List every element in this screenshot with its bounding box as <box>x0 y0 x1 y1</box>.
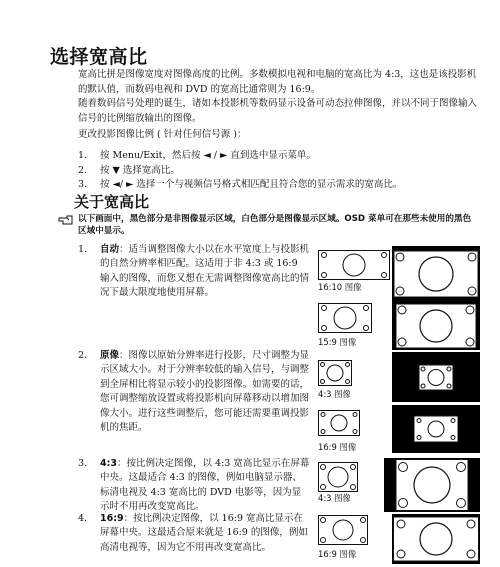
item-label: 原像 <box>100 350 120 361</box>
display-result-icon <box>392 405 480 453</box>
item-label: 4:3 <box>100 458 118 469</box>
display-result-icon <box>392 514 480 564</box>
note-text: 以下画面中，黑色部分是非图像显示区域，白色部分是图像显示区域。OSD 菜单可在那些未使用的黑色区域中显示。 <box>78 214 472 236</box>
figure-caption: 4:3 图像 <box>318 493 351 503</box>
figure-caption: 16:9 图像 <box>318 442 357 452</box>
display-result-icon <box>392 352 480 402</box>
list-item <box>78 512 308 564</box>
source-image-icon <box>318 250 390 280</box>
intro-paragraph-3: 更改投影图像比例 ( 针对任何信号源 )： <box>78 129 247 140</box>
intro-paragraph-1: 宽高比拼是图像宽度对图像高度的比例。多数模拟电视和电脑的宽高比为 4:3，这也是该投影机的默认值，而数码电视和 DVD 的宽高比通常则为 16:9。 <box>78 69 477 95</box>
note-hand-icon <box>58 214 74 226</box>
source-image-icon <box>318 410 360 436</box>
figure-caption: 4:3 图像 <box>318 389 351 399</box>
item-text: ：图像以原始分辨率进行投影，尺寸调整为显示区域大小。对于分辨率较低的输入信号，与调整到全屏相比将显示较小的投影图像。如需要的话，您可调整缩放设置或将投影机向屏幕移动以增加图像大小。进行这些调整后，您可能还需要重调投影机的焦距。 <box>100 350 310 434</box>
section-heading: 关于宽高比 <box>74 193 150 211</box>
list-item <box>78 349 308 439</box>
figure-caption: 16:9 图像 <box>318 549 357 559</box>
list-item <box>78 243 308 303</box>
step-text: 按 ▼ 选择宽高比。 <box>100 164 180 176</box>
source-image-icon <box>318 360 352 386</box>
step-item <box>78 164 478 179</box>
item-text: ：按比例决定图像，以 4:3 宽高比显示在屏幕中央。这最适合 4:3 的图像，例如电脑显示器、标清电视及 4:3 宽高比的 DVD 电影等，因为显示时不用再改变宽高比。 <box>100 458 310 513</box>
figure-caption: 15:9 图像 <box>318 337 357 347</box>
steps-list <box>78 149 478 193</box>
page-title: 选择宽高比 <box>50 46 148 68</box>
step-number: 2. <box>78 164 88 176</box>
item-label: 自动 <box>100 244 120 255</box>
figure-caption: 16:10 图像 <box>318 282 362 292</box>
step-number: 3. <box>78 179 88 191</box>
display-result-icon <box>384 458 480 512</box>
item-label: 16:9 <box>100 513 124 524</box>
item-number: 1. <box>78 244 88 255</box>
item-text: ：适当调整图像大小以在水平宽度上与投影机的自然分辨率相匹配。这适用于非 4:3 或 16:9 输入的图像，而您又想在无需调整图像宽高比的情况下最大限度地使用屏幕。 <box>100 244 310 299</box>
step-text: 按 ◄/ ► 选择一个与视频信号格式相匹配且符合您的显示需求的宽高比。 <box>100 179 403 191</box>
item-number: 2. <box>78 350 88 361</box>
display-result-icon <box>392 246 480 302</box>
display-result-icon <box>392 302 480 350</box>
step-text: 按 Menu/Exit，然后按 ◄ / ► 直到选中显示菜单。 <box>100 150 316 161</box>
source-image-icon <box>318 303 372 333</box>
source-image-icon <box>318 515 368 545</box>
item-text: ：按比例决定图像，以 16:9 宽高比显示在屏幕中央。这最适合原来就是 16:9 的图像，例如高清电视等，因为它不用再改变宽高比。 <box>100 513 308 553</box>
step-item <box>78 149 478 164</box>
source-image-icon <box>318 462 358 492</box>
item-number: 3. <box>78 458 88 469</box>
list-item <box>78 457 308 515</box>
step-number: 1. <box>78 150 88 161</box>
intro-paragraph-2: 随着数码信号处理的诞生，诸如本投影机等数码显示设备可动态拉伸图像，并以不同于图像输入信号的比例缩放输出的图像。 <box>78 98 478 124</box>
item-number: 4. <box>78 513 88 524</box>
